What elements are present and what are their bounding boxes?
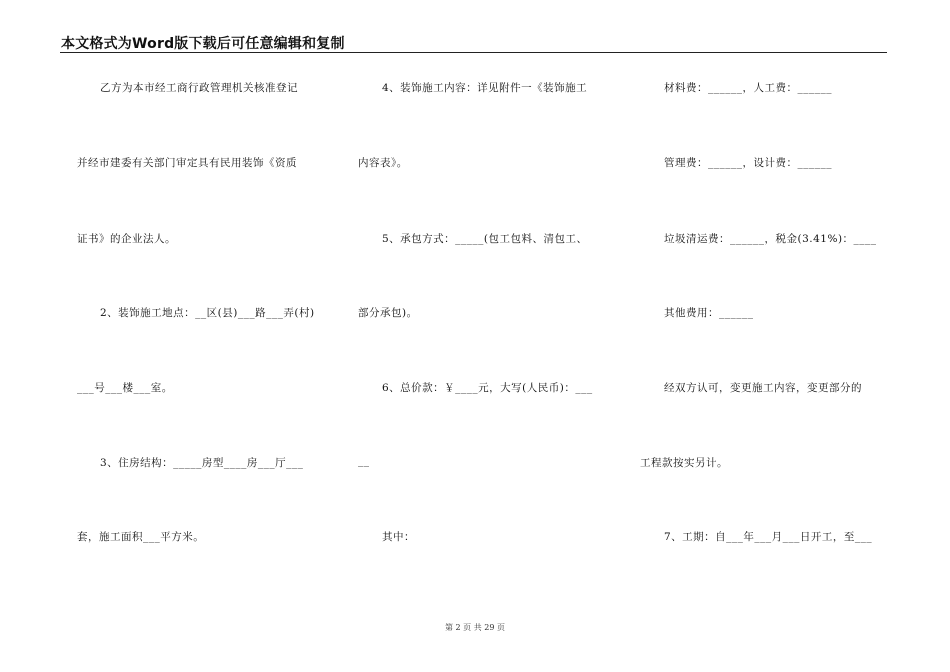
left-line-7: 套，施工面积___平方米。 — [77, 531, 205, 543]
left-line-5: ___号___楼___室。 — [77, 382, 173, 394]
header-divider — [60, 52, 887, 53]
right-line-2: 管理费：______，设计费：______ — [664, 157, 832, 169]
right-line-1: 材料费：______，人工费：______ — [664, 82, 832, 94]
left-line-3: 证书》的企业法人。 — [77, 233, 176, 245]
middle-line-1: 4、装饰施工内容：详见附件一《装饰施工 — [382, 82, 588, 94]
left-line-6: 3、住房结构：_____房型____房___厅___ — [100, 457, 304, 469]
middle-line-7: 其中： — [382, 531, 415, 543]
right-line-6: 工程款按实另计。 — [640, 457, 728, 469]
page-number-footer: 第 2 页 共 29 页 — [445, 623, 505, 632]
left-line-4: 2、装饰施工地点：__区(县)___路___弄(村) — [100, 307, 315, 319]
right-line-3: 垃圾清运费：______，税金(3.41%)：____ — [664, 233, 877, 245]
right-line-7: 7、工期：自___年___月___日开工，至___ — [664, 531, 873, 543]
middle-line-3: 5、承包方式：_____(包工包料、清包工、 — [382, 233, 588, 245]
middle-line-6: __ — [358, 455, 370, 467]
right-line-5: 经双方认可，变更施工内容，变更部分的 — [664, 382, 862, 394]
document-header-title: 本文格式为Word版下载后可任意编辑和复制 — [61, 36, 345, 52]
right-line-4: 其他费用：______ — [664, 307, 754, 319]
left-line-2: 并经市建委有关部门审定具有民用装饰《资质 — [77, 157, 297, 169]
left-line-1: 乙方为本市经工商行政管理机关核准登记 — [100, 82, 298, 94]
middle-line-4: 部分承包)。 — [358, 307, 418, 319]
middle-line-2: 内容表》。 — [358, 157, 408, 169]
middle-line-5: 6、总价款：￥____元，大写(人民币)：___ — [382, 382, 593, 394]
